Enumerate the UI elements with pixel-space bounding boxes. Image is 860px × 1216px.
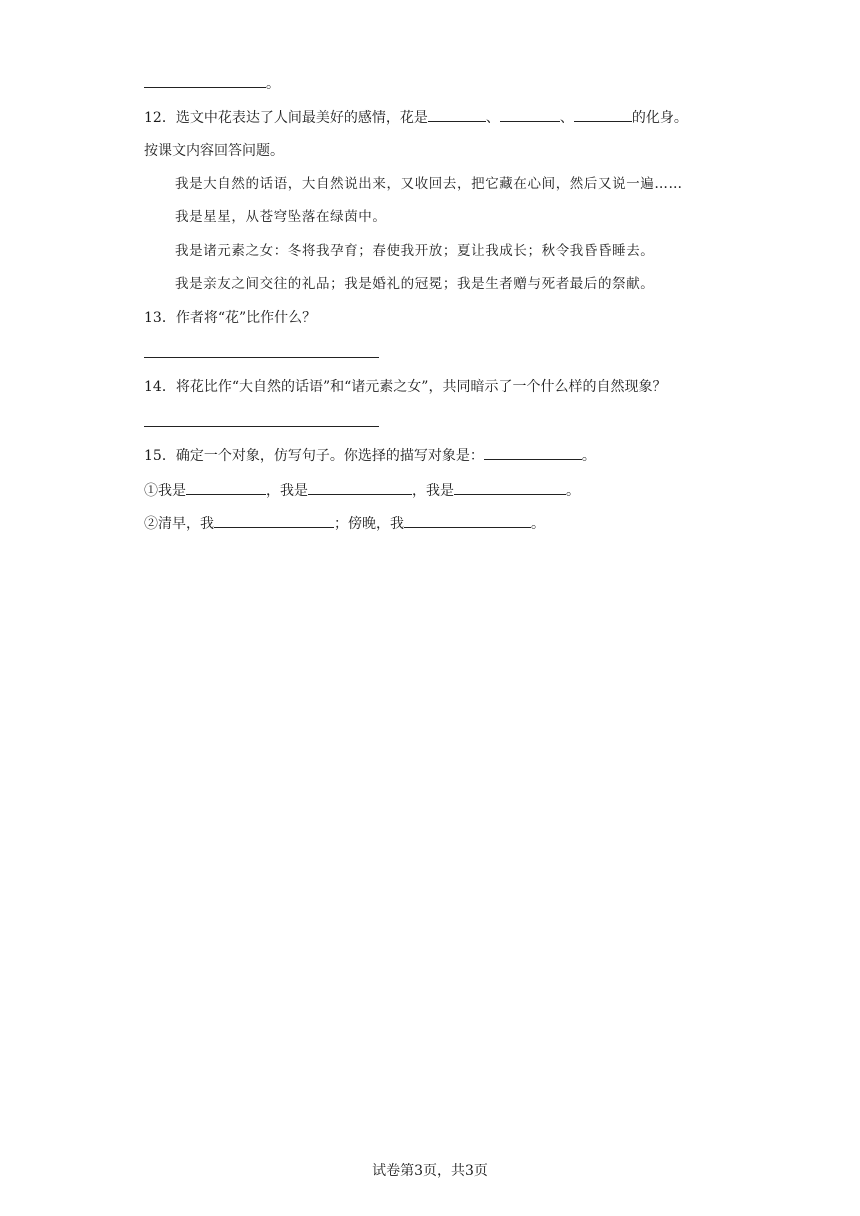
q14-answer-line[interactable] (144, 426, 379, 427)
period: 。 (531, 516, 545, 532)
separator: 、 (559, 110, 574, 126)
question-text: 将花比作“大自然的话语”和“诸元素之女”，共同暗示了一个什么样的自然现象？ (175, 379, 667, 395)
question-15 (144, 445, 596, 466)
answer-blank-2[interactable] (308, 480, 412, 495)
question-number: 12． (144, 110, 176, 126)
answer-blank-1[interactable] (186, 480, 266, 495)
question-text: 选文中花表达了人间最美好的感情，花是 (175, 110, 428, 126)
page-footer: 试卷第3页，共3页 (372, 1163, 488, 1179)
answer-blank[interactable] (144, 73, 266, 88)
question-number: 13． (144, 310, 176, 326)
item-text: ，我是 (412, 483, 454, 499)
answer-blank-3[interactable] (454, 480, 566, 495)
answer-blank-2[interactable] (404, 513, 531, 528)
q15-item-1 (144, 480, 580, 501)
poem-line-2: 我是星星，从苍穹坠落在绿茵中。 (175, 209, 387, 225)
question-text: 作者将“花”比作什么？ (175, 310, 317, 326)
question-number: 14． (144, 379, 176, 395)
answer-blank-2[interactable] (500, 107, 560, 122)
poem-line-4: 我是亲友之间交往的礼品；我是婚礼的冠冕；我是生者赠与死者最后的祭献。 (175, 276, 655, 292)
q11-answer-tail (144, 73, 280, 94)
period: 。 (581, 448, 596, 464)
answer-blank-1[interactable] (428, 107, 486, 122)
question-14 (144, 377, 666, 397)
period: 。 (566, 483, 580, 499)
separator: 、 (485, 110, 500, 126)
item-text: ；傍晚，我 (334, 516, 404, 532)
answer-blank-1[interactable] (214, 513, 334, 528)
answer-blank-3[interactable] (574, 107, 632, 122)
question-13 (144, 308, 316, 328)
period: 。 (266, 76, 280, 92)
item-text: ，我是 (266, 483, 308, 499)
section-instruction: 按课文内容回答问题。 (144, 143, 284, 159)
q13-answer-line[interactable] (144, 357, 379, 358)
q15-item-2 (144, 513, 545, 534)
poem-line-3: 我是诸元素之女：冬将我孕育；春使我开放；夏让我成长；秋令我昏昏睡去。 (175, 243, 655, 259)
question-text: 确定一个对象，仿写句子。你选择的描写对象是： (175, 448, 484, 464)
question-text-end: 的化身。 (631, 110, 688, 126)
subject-blank[interactable] (484, 445, 582, 460)
poem-line-1: 我是大自然的话语，大自然说出来，又收回去，把它藏在心间，然后又说一遍…… (175, 176, 683, 192)
item-label: ②清早，我 (144, 516, 214, 532)
question-12 (144, 107, 688, 128)
question-number: 15． (144, 448, 176, 464)
item-label: ①我是 (144, 483, 186, 499)
